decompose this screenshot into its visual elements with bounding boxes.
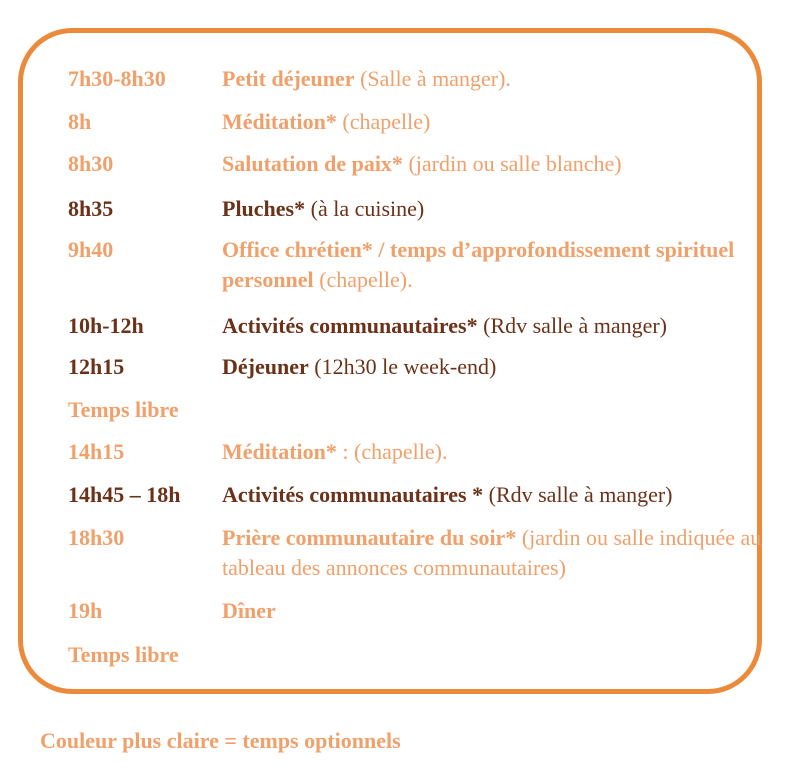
schedule-time: 18h30: [68, 525, 125, 550]
activity-detail: (à la cuisine): [305, 196, 425, 221]
schedule-time: 19h: [68, 598, 103, 623]
activity-detail: (jardin ou salle indiquée au tableau des annonces communautaires): [222, 525, 762, 580]
activity-detail: (chapelle).: [313, 267, 413, 292]
activity-title: Méditation*: [222, 439, 337, 464]
schedule-time: 7h30-8h30: [68, 66, 166, 91]
schedule-time: 14h45 – 18h: [68, 482, 181, 507]
schedule-time: 8h30: [68, 151, 114, 176]
activity-title: Activités communautaires *: [222, 482, 484, 507]
activity-title: Prière communautaire du soir*: [222, 525, 517, 550]
activity-detail: (Rdv salle à manger): [483, 482, 673, 507]
activity-detail: (12h30 le week-end): [308, 354, 497, 379]
activity-title: Petit déjeuner: [222, 66, 355, 91]
activity-title: Pluches*: [222, 196, 306, 221]
activity-title: Salutation de paix*: [222, 151, 403, 176]
schedule-time: 12h15: [68, 354, 125, 379]
schedule-time: Temps libre: [68, 397, 179, 422]
schedule-time: 9h40: [68, 237, 114, 262]
schedule-time: 8h: [68, 109, 92, 134]
activity-detail: (Salle à manger).: [354, 66, 511, 91]
activity-detail: (Rdv salle à manger): [477, 313, 667, 338]
schedule-time: 8h35: [68, 196, 114, 221]
activity-detail: (chapelle): [336, 109, 431, 134]
schedule-time: Temps libre: [68, 642, 179, 667]
schedule-time: 14h15: [68, 439, 125, 464]
activity-title: Déjeuner: [222, 354, 309, 379]
activity-title: Office chrétien* / temps d’approfondissement spirituel personnel: [222, 237, 735, 292]
activity-title: Activités communautaires*: [222, 313, 478, 338]
activity-detail: : (chapelle).: [336, 439, 448, 464]
activity-title: Dîner: [222, 598, 276, 623]
activity-title: Méditation*: [222, 109, 337, 134]
activity-detail: (jardin ou salle blanche): [402, 151, 622, 176]
color-legend-note: Couleur plus claire = temps optionnels: [40, 728, 401, 753]
schedule-time: 10h-12h: [68, 313, 144, 338]
